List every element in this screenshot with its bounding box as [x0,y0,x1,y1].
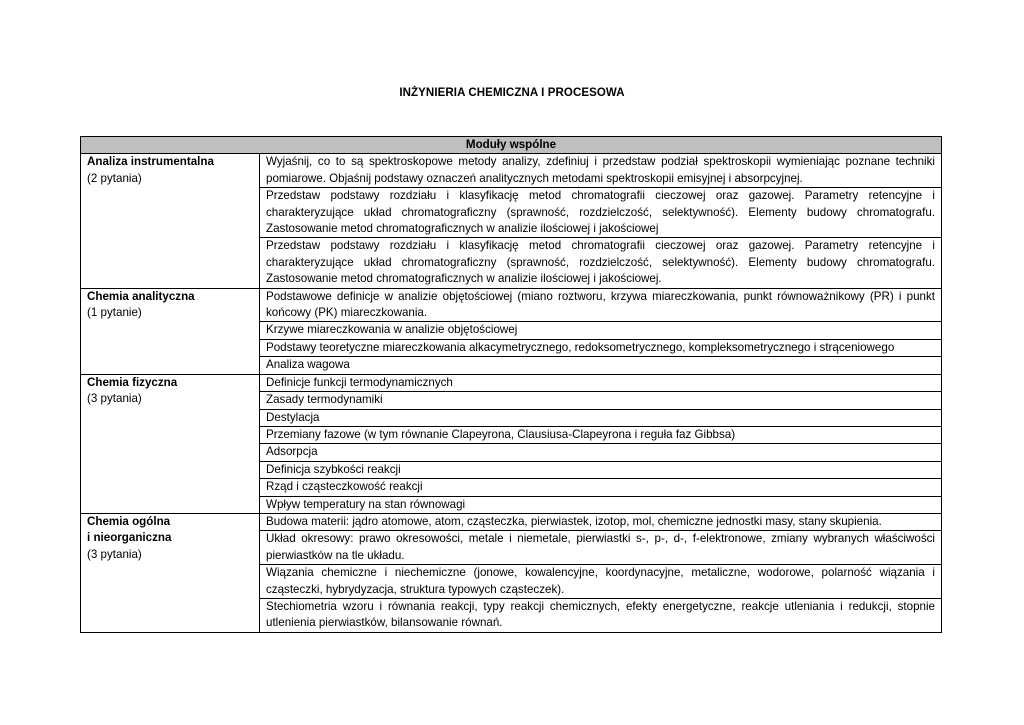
topic-cell: Przedstaw podstawy rozdziału i klasyfikację metod chromatografii cieczowej oraz gazowej. Parametry retencyjne i charakteryzujące układ chromatograficzny (sprawność, rozdzielczość, selektywność). Elementy budowy chromatografu. Zastosowanie metod chromatograficznych w analizie ilościowej i jakościowej. [260,238,942,288]
modules-table-container [80,136,941,633]
topic-cell: Podstawy teoretyczne miareczkowania alkacymetrycznego, redoksometrycznego, kompleksometrycznego i strąceniowego [260,339,942,356]
topic-cell: Stechiometria wzoru i równania reakcji, typy reakcji chemicznych, efekty energetyczne, reakcje utleniania i redukcji, stopnie utlenienia pierwiastków, bilansowanie równań. [260,598,942,632]
module-cell [81,288,260,374]
topic-cell: Wiązania chemiczne i niechemiczne (jonowe, kowalencyjne, koordynacyjne, metaliczne, wodorowe, polarność wiązania i cząsteczki, hybrydyzacja, struktura typowych cząsteczek). [260,565,942,599]
module-cell [81,154,260,288]
module-cell [81,513,260,632]
module-question-count: (2 pytania) [87,171,142,185]
module-name: Chemia fizyczna [87,375,178,389]
modules-body [81,154,942,632]
topic-cell: Przedstaw podstawy rozdziału i klasyfikację metod chromatografii cieczowej oraz gazowej. Parametry retencyjne i charakteryzujące układ chromatograficzny (sprawność, rozdzielczość, selektywność). Elementy budowy chromatografu. Zastosowanie metod chromatograficznych w analizie ilościowej i jakościowej [260,188,942,238]
module-question-count: (3 pytania) [87,392,142,406]
modules-header: Moduły wspólne [81,137,942,154]
table-row [81,288,942,322]
table-row [81,513,942,530]
table-row [81,154,942,188]
topic-cell: Wpływ temperatury na stan równowagi [260,496,942,513]
topic-cell: Podstawowe definicje w analizie objętościowej (miano roztworu, krzywa miareczkowania, punkt równoważnikowy (PR) i punkt końcowy (PK) miareczkowania. [260,288,942,322]
topic-cell: Destylacja [260,409,942,426]
header-row [81,137,942,154]
topic-cell: Przemiany fazowe (w tym równanie Clapeyrona, Clausiusa-Clapeyrona i reguła faz Gibbsa) [260,426,942,443]
module-question-count: (3 pytania) [87,547,142,561]
topic-cell: Definicja szybkości reakcji [260,461,942,478]
module-name: Chemia ogólna [87,514,171,528]
topic-cell: Budowa materii: jądro atomowe, atom, cząsteczka, pierwiastek, izotop, mol, chemiczne jednostki masy, stany skupienia. [260,513,942,530]
modules-table [80,136,942,633]
topic-cell: Krzywe miareczkowania w analizie objętościowej [260,322,942,339]
topic-cell: Analiza wagowa [260,357,942,374]
table-row [81,374,942,391]
topic-cell: Układ okresowy: prawo okresowości, metale i niemetale, pierwiastki s-, p-, d-, f-elektronowe, zmiany wybranych właściwości pierwiastków na tle układu. [260,531,942,565]
module-name: Chemia analityczna [87,289,195,303]
topic-cell: Adsorpcja [260,444,942,461]
topic-cell: Zasady termodynamiki [260,392,942,409]
module-name: Analiza instrumentalna [87,155,214,169]
topic-cell: Wyjaśnij, co to są spektroskopowe metody analizy, zdefiniuj i przedstaw podział spektroskopii wymieniając poznane techniki pomiarowe. Objaśnij podstawy oznaczeń analitycznych metodami spektroskopii emisyjnej i absorpcyjnej. [260,154,942,188]
module-name: i nieorganiczna [87,531,172,545]
topic-cell: Definicje funkcji termodynamicznych [260,374,942,391]
document-title: INŻYNIERIA CHEMICZNA I PROCESOWA [399,87,625,99]
module-cell [81,374,260,513]
module-question-count: (1 pytanie) [87,306,142,320]
topic-cell: Rząd i cząsteczkowość reakcji [260,479,942,496]
